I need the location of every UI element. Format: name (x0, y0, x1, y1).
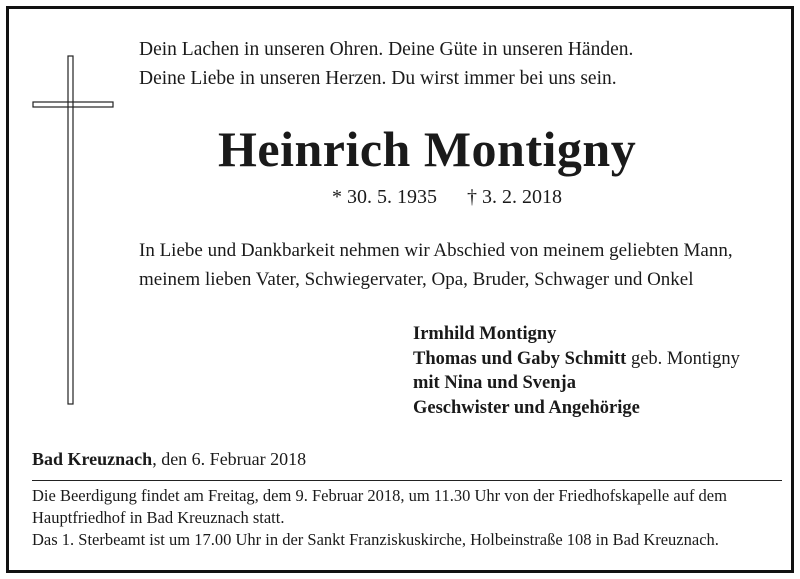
farewell-line-1: In Liebe und Dankbarkeit nehmen wir Abschied von meinem geliebten Mann, (139, 240, 733, 261)
funeral-info-line-3: Das 1. Sterbeamt ist um 17.00 Uhr in der Sankt Franziskuskirche, Holbeinstraße 108 in Bad Kreuznach. (32, 530, 719, 549)
mourners-list (413, 322, 740, 420)
funeral-info-line-2: Hauptfriedhof in Bad Kreuznach statt. (32, 508, 285, 527)
place: Bad Kreuznach (32, 449, 153, 469)
cross-icon (32, 55, 114, 405)
farewell-text (139, 236, 733, 294)
life-dates (332, 186, 562, 209)
date: , den 6. Februar 2018 (152, 449, 307, 469)
mourner-relatives: Geschwister und Angehörige (413, 397, 640, 418)
funeral-info-line-1: Die Beerdigung findet am Freitag, dem 9. Februar 2018, um 11.30 Uhr von der Friedhofskapelle auf dem (32, 486, 727, 505)
funeral-information (32, 485, 727, 551)
place-and-date (32, 449, 306, 470)
deceased-name: Heinrich Montigny (218, 121, 637, 177)
divider-line (32, 480, 782, 481)
death-date: † 3. 2. 2018 (467, 186, 562, 208)
mourner-widow: Irmhild Montigny (413, 324, 557, 344)
mourner-children (413, 347, 740, 372)
memorial-quote (139, 35, 633, 93)
mourner-children-names: Thomas und Gaby Schmitt (413, 348, 627, 369)
mourner-grandchildren: mit Nina und Svenja (413, 373, 576, 393)
quote-line-2: Deine Liebe in unseren Herzen. Du wirst immer bei uns sein. (139, 68, 617, 89)
quote-line-1: Dein Lachen in unseren Ohren. Deine Güte in unseren Händen. (139, 39, 634, 60)
mourner-maiden-name: geb. Montigny (626, 348, 740, 369)
birth-date: * 30. 5. 1935 (332, 186, 437, 208)
farewell-line-2: meinem lieben Vater, Schwiegervater, Opa, Bruder, Schwager und Onkel (139, 269, 694, 290)
